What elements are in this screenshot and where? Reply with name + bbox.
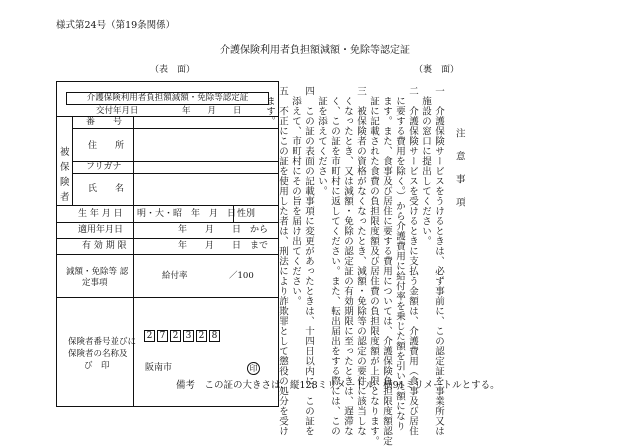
- notes-line-12: 添えて、市町村にその旨を届け出てください。: [290, 86, 301, 306]
- notes-line-3: 二 介護保険サービスを受けるときに支払う金額は、介護費用（食事及び居住: [407, 86, 418, 436]
- notes-line-2: 施設の窓口に提出してください。: [420, 86, 431, 246]
- grid-line: [133, 297, 134, 407]
- insured-label-char-1: 被: [60, 147, 70, 158]
- insurer-digit: 7: [157, 330, 168, 342]
- notes-line-11: 四 この証の表面の記載事項に変更があったときは、十四日以内に、この証を: [303, 86, 314, 436]
- grid-line: [72, 173, 279, 174]
- insurer-digit: 2: [170, 330, 181, 342]
- notes-line-4: に要する費用を除く。）から介護費用に給付率を乗じた額を引いた額になり: [394, 86, 405, 432]
- issue-date-label: 交付年月日: [96, 106, 139, 116]
- applied-date-value: 年 月 日 から: [178, 225, 269, 235]
- grid-line: [133, 116, 134, 254]
- insurer-digit: 3: [183, 330, 194, 342]
- notes-line-14: ます。: [264, 86, 275, 126]
- insurer-digit: 2: [144, 330, 155, 342]
- insurer-digit: 2: [196, 330, 207, 342]
- notes-line-6: 証に記載された食費の負担限度額及び居住費の負担限度額が上限となります。: [368, 86, 379, 446]
- applied-date-label: 適用年月日: [78, 225, 124, 235]
- dob-value: 明・大・昭 年 月 日: [137, 209, 237, 219]
- grid-line: [56, 205, 279, 206]
- notes-line-5: ます。また、食事及び居住に要する費用については、介護保険負担限度額認定: [381, 86, 392, 446]
- name-label: 氏 名: [88, 184, 125, 194]
- benefit-rate-label: 給付率: [162, 271, 188, 281]
- notes-heading: 注 意 事 項: [453, 128, 465, 209]
- seal-mark: 印: [247, 362, 260, 375]
- benefit-rate-value: ／100: [229, 271, 254, 281]
- insurer-name: 阪南市: [145, 363, 173, 373]
- insurer-digit: 8: [209, 330, 220, 342]
- insured-label-char-2: 保: [60, 162, 70, 173]
- insurer-label-line1: 保険者番号並びに: [68, 337, 137, 347]
- notes-line-13: 五 不正にこの証を使用した者は、刑法により詐欺罪として懲役の処分を受け: [277, 86, 288, 436]
- grid-line: [133, 254, 134, 297]
- insured-label-char-3: 険: [60, 177, 70, 188]
- document-title: 介護保険利用者負担額減額・免除等認定証: [220, 45, 410, 56]
- reduction-label-line1: 減額・免除等 認: [66, 267, 129, 277]
- notes-line-1: 一 介護保険サービスをうけるときは、必ず事前に、この認定証を事業所又は: [433, 86, 444, 436]
- grid-line: [72, 128, 279, 129]
- grid-line: [72, 116, 73, 205]
- valid-until-label: 有 効 期 限: [82, 241, 127, 251]
- issue-date-value: 年 月 日: [182, 106, 242, 116]
- reduction-label-line2: 定事項: [82, 278, 108, 288]
- insured-label-char-4: 者: [60, 192, 70, 203]
- grid-line: [56, 254, 279, 255]
- form-number: 様式第24号（第19条関係）: [56, 20, 176, 31]
- grid-line: [56, 238, 279, 239]
- address-label: 住 所: [88, 141, 125, 151]
- number-label: 番 号: [86, 117, 123, 127]
- card-title: 介護保険利用者負担額減額・免除等認定証: [86, 93, 249, 103]
- notes-line-10: 証を添えてください。: [316, 86, 327, 196]
- notes-line-8: くなったとき、又は減額・免除の認定証の有効期限に至ったときは、遅滞な: [342, 86, 353, 436]
- grid-line: [56, 222, 279, 223]
- insurer-label-line3: び 印: [84, 361, 110, 371]
- insurer-label-line2: 保険者の名称及: [68, 349, 128, 359]
- grid-line: [56, 297, 279, 298]
- size-remark: 備考 この証の大きさは、縦128ミリメートル、横91ミリメートルとする。: [176, 380, 500, 391]
- notes-line-9: く、この証を市町村に返してください。また、転出届出をする際には、この: [329, 86, 340, 436]
- notes-line-7: 三 被保険者の資格がなくなったとき、減額・免除等の認定の要件に該当しな: [355, 86, 366, 436]
- front-side-label: （表 面）: [150, 65, 196, 75]
- sex-label: 性別: [237, 209, 256, 219]
- dob-label: 生 年 月 日: [78, 209, 123, 219]
- back-side-label: （裏 面）: [414, 65, 460, 75]
- valid-until-value: 年 月 日 まで: [178, 241, 269, 251]
- furigana-label: フリガナ: [86, 162, 122, 172]
